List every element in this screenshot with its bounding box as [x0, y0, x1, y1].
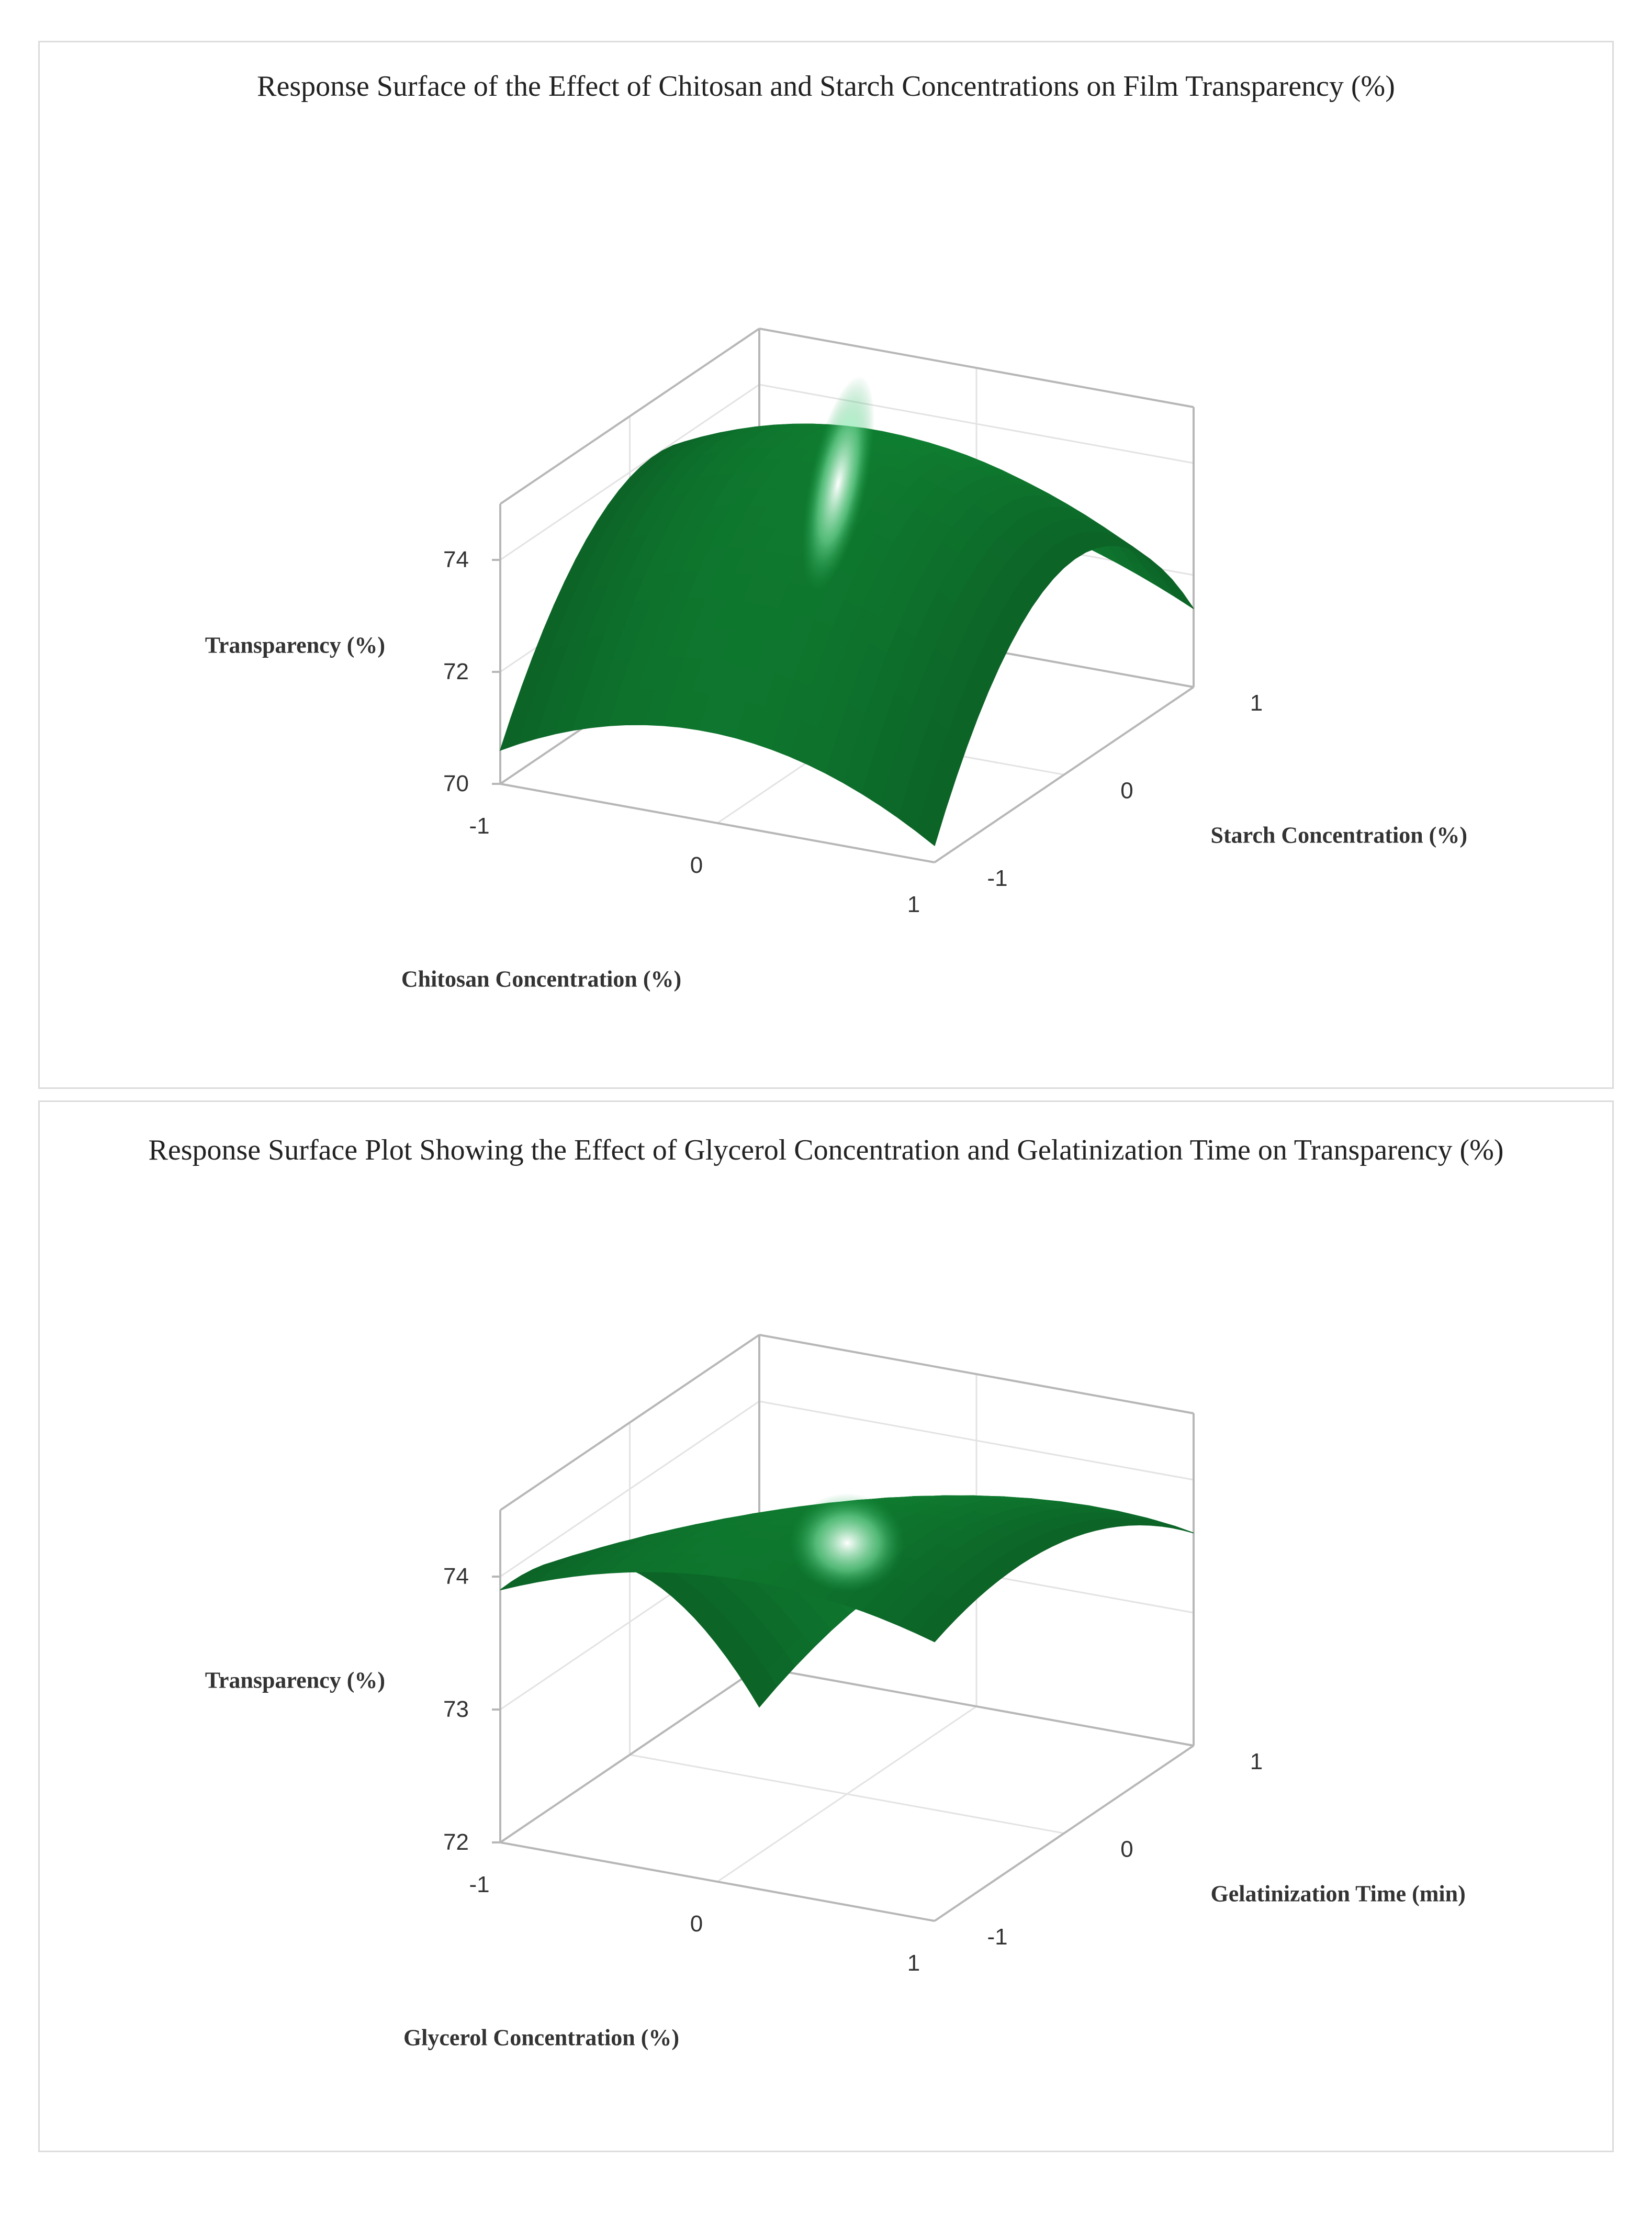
plot-box — [500, 1335, 1194, 1921]
y-axis — [987, 1749, 1465, 1950]
surface-plot-chitosan-starch — [40, 42, 1615, 1090]
response-surface — [500, 1493, 1194, 1707]
chart-title: Response Surface Plot Showing the Effect of Glycerol Concentration and Gelatinization Time on Transparency (%) — [148, 1134, 1504, 1166]
y-tick-label: 1 — [1250, 690, 1263, 716]
x-tick-label: 0 — [690, 1911, 703, 1937]
y-axis-label: Gelatinization Time (min) — [1210, 1881, 1466, 1907]
y-tick-label: -1 — [987, 865, 1008, 891]
y-tick-label: 0 — [1120, 1836, 1133, 1862]
x-axis — [403, 1872, 920, 2051]
x-tick-label: -1 — [469, 813, 490, 839]
z-tick-label: 70 — [443, 771, 469, 796]
z-axis-label: Transparency (%) — [205, 1667, 385, 1693]
chart-title: Response Surface of the Effect of Chitosan and Starch Concentrations on Film Transparency (%) — [257, 70, 1395, 103]
y-tick-label: 0 — [1120, 778, 1133, 804]
box-edge — [935, 1746, 1194, 1921]
z-axis — [205, 547, 500, 796]
x-axis — [401, 813, 920, 992]
x-axis-label: Chitosan Concentration (%) — [401, 966, 682, 992]
surface-plot-glycerol-gelatinization — [40, 1102, 1615, 2154]
y-axis — [987, 690, 1467, 891]
chart-panel-glycerol-gelatinization — [38, 1100, 1614, 2152]
x-tick-label: 1 — [907, 1950, 920, 1976]
y-tick-label: 1 — [1250, 1749, 1263, 1774]
x-tick-label: 0 — [690, 852, 703, 878]
y-tick-label: -1 — [987, 1924, 1008, 1950]
z-tick-label: 74 — [443, 547, 469, 572]
surface-highlight — [790, 1493, 905, 1593]
z-tick-label: 73 — [443, 1696, 469, 1722]
surface-patch — [1165, 581, 1194, 609]
z-tick-label: 74 — [443, 1564, 469, 1589]
response-surface — [500, 370, 1194, 846]
box-edge — [500, 1842, 935, 1921]
x-tick-label: -1 — [469, 1872, 490, 1897]
grid-line — [630, 1755, 1064, 1834]
chart-panel-chitosan-starch — [38, 41, 1614, 1089]
x-tick-label: 1 — [907, 892, 920, 917]
z-tick-label: 72 — [443, 1829, 469, 1855]
x-axis-label: Glycerol Concentration (%) — [403, 2025, 680, 2051]
z-axis-label: Transparency (%) — [205, 632, 385, 658]
y-axis-label: Starch Concentration (%) — [1210, 822, 1467, 848]
z-tick-label: 72 — [443, 659, 469, 684]
z-axis — [205, 1564, 500, 1855]
grid-lines — [500, 1374, 1194, 1882]
